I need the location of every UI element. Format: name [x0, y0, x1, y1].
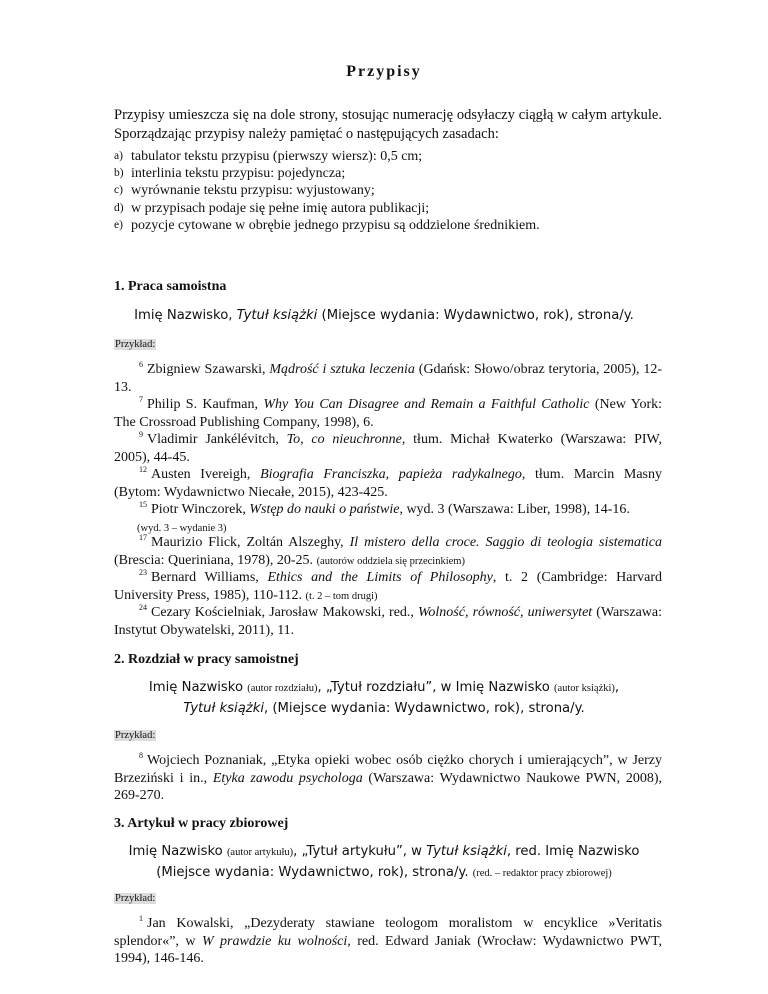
rule-item	[114, 217, 674, 234]
pattern-text: Imię Nazwisko	[128, 844, 227, 859]
footnote-text: Zbigniew Szawarski,	[147, 362, 270, 377]
footnote-text: Jan Kowalski, „Dezyderaty stawiane teologom moralistom w encyklice »Veritatis splendor«”, w	[114, 916, 662, 949]
pattern-text: Imię Nazwisko,	[134, 308, 237, 323]
example-label: Przykład:	[115, 339, 156, 350]
pattern-italic: Tytuł książki	[236, 308, 318, 323]
footnote-title: Ethics and the Limits of Philosophy	[267, 570, 493, 585]
rule-text: wyrównanie tekstu przypisu: wyjustowany;	[131, 183, 375, 199]
rule-item	[114, 200, 674, 217]
example-label: Przykład:	[115, 730, 156, 741]
footnote-text: , tłum. Michał Kwaterko (Warszawa: PIW, 2005), 44-45.	[114, 432, 662, 465]
rule-letter: d)	[114, 201, 124, 214]
footnote-title: Il mistero della croce. Saggio di teologia sistematica	[349, 535, 662, 550]
footnote-example	[114, 356, 662, 396]
pattern-italic: Tytuł książki	[426, 844, 507, 859]
footnote-example	[114, 391, 662, 431]
citation-pattern-1	[0, 306, 768, 326]
footnote-number: 24	[139, 603, 147, 612]
footnote-note: (wyd. 3 – wydanie 3)	[137, 522, 227, 534]
footnote-text: (Brescia: Queriniana, 1978), 20-25.	[114, 552, 317, 568]
footnote-example	[114, 599, 662, 639]
rule-text: pozycje cytowane w obrębie jednego przypisu są oddzielone średnikiem.	[131, 217, 540, 233]
footnote-title: To, co nieuchronne	[286, 432, 402, 447]
rule-letter: b)	[114, 167, 124, 180]
section-heading-2: 2. Rozdział w pracy samoistnej	[114, 652, 299, 667]
pattern-text: (Miejsce wydania: Wydawnictwo, rok), strona/y.	[156, 865, 473, 880]
footnote-number: 12	[139, 465, 147, 474]
footnote-title: W prawdzie ku wolności	[201, 933, 348, 949]
footnote-example	[114, 426, 662, 466]
footnote-title: Why You Can Disagree and Remain a Faithful Catholic	[263, 397, 590, 412]
footnote-number: 1	[139, 914, 143, 923]
pattern-text: , „Tytuł artykułu”, w	[293, 844, 427, 859]
footnote-number: 15	[139, 500, 147, 509]
footnote-text: Austen Ivereigh,	[151, 467, 261, 482]
footnote-title: Wstęp do nauki o państwie	[249, 502, 400, 517]
footnote-text: (Warszawa: Instytut Obywatelski, 2011), 11.	[114, 605, 662, 638]
footnote-title: Etyka zawodu psychologa	[212, 770, 363, 786]
footnote-title: Biografia Franciszka, papieża radykalnego	[260, 467, 522, 482]
rule-text: w przypisach podaje się pełne imię autora publikacji;	[131, 200, 430, 216]
rule-text: tabulator tekstu przypisu (pierwszy wiersz): 0,5 cm;	[131, 149, 423, 164]
rule-letter: a)	[114, 150, 123, 162]
footnote-text: Vladimir Jankélévitch,	[147, 432, 287, 447]
pattern-note: (autor rozdziału)	[247, 683, 318, 694]
footnote-number: 6	[139, 360, 143, 369]
pattern-text: , (Miejsce wydania: Wydawnictwo, rok), strona/y.	[264, 701, 585, 716]
rule-text: interlinia tekstu przypisu: pojedyncza;	[131, 166, 346, 182]
footnote-text: , tłum. Marcin Masny (Bytom: Wydawnictwo Niecałe, 2015), 423-425.	[114, 467, 662, 500]
footnote-example	[114, 461, 662, 501]
footnote-text: Wojciech Poznaniak, „Etyka opieki wobec osób ciężko chorych i umierających”, w Jerzy Brzeziński i in.,	[114, 753, 662, 786]
footnote-text: , red. Edward Janiak (Wrocław: Wydawnictwo PWT, 1994), 146-146.	[114, 933, 662, 966]
rule-item	[114, 148, 674, 165]
footnote-text: (Gdańsk: Słowo/obraz terytoria, 2005), 12-13.	[114, 362, 662, 395]
rules-list	[114, 148, 674, 234]
pattern-text: ,	[614, 680, 620, 695]
footnote-title: Wolność, równość, uniwersytet	[418, 605, 593, 620]
citation-pattern-2	[0, 678, 768, 719]
footnote-number: 7	[139, 395, 143, 404]
footnote-text: (New York: The Crossroad Publishing Company, 1998), 6.	[114, 397, 662, 430]
intro-paragraph: Przypisy umieszcza się na dole strony, stosując numerację odsyłaczy ciągłą w całym artykule. Sporządzając przypisy należy pamiętać o następujących zasadach:	[114, 107, 662, 142]
footnote-number: 8	[139, 751, 143, 760]
footnote-number: 17	[139, 533, 147, 542]
footnote-text: Maurizio Flick, Zoltán Alszeghy,	[151, 535, 350, 550]
citation-pattern-3	[0, 842, 768, 884]
footnote-example	[114, 910, 662, 968]
footnote-note: (autorów oddziela się przecinkiem)	[316, 555, 465, 567]
footnote-text: , t. 2 (Cambridge: Harvard University Press, 1985), 110-112.	[114, 570, 663, 603]
footnote-text: Cezary Kościelniak, Jarosław Makowski, red.,	[151, 605, 419, 620]
pattern-note: (autor artykułu)	[226, 847, 294, 858]
page-title: Przypisy	[346, 63, 422, 80]
example-label: Przykład:	[115, 893, 156, 904]
footnote-number: 23	[139, 568, 147, 577]
pattern-note: (red. – redaktor pracy zbiorowej)	[472, 868, 612, 879]
rule-letter: e)	[114, 218, 123, 231]
footnote-example	[114, 747, 662, 805]
footnote-number: 9	[139, 430, 143, 439]
section-heading-1: 1. Praca samoistna	[114, 279, 227, 294]
footnote-text: (Warszawa: Wydawnictwo Naukowe PWN, 2008), 269-270.	[114, 770, 663, 803]
rule-letter: c)	[114, 184, 123, 197]
pattern-note: (autor książki)	[553, 683, 615, 694]
rule-item	[114, 182, 674, 199]
footnote-text: Philip S. Kaufman,	[147, 397, 264, 412]
section-heading-3: 3. Artykuł w pracy zbiorowej	[114, 816, 289, 831]
footnote-note: (t. 2 – tom drugi)	[305, 590, 378, 602]
pattern-text: (Miejsce wydania: Wydawnictwo, rok), strona/y.	[317, 308, 634, 323]
footnote-text: , wyd. 3 (Warszawa: Liber, 1998), 14-16.	[399, 502, 630, 517]
pattern-text: Imię Nazwisko	[148, 680, 248, 695]
footnote-title: Mądrość i sztuka leczenia	[269, 362, 415, 377]
footnote-text: Piotr Winczorek,	[151, 502, 250, 517]
pattern-text: , red. Imię Nazwisko	[506, 844, 640, 859]
pattern-text: , „Tytuł rozdziału”, w Imię Nazwisko	[317, 680, 554, 695]
rule-item	[114, 165, 674, 182]
pattern-italic: Tytuł książki	[183, 701, 264, 716]
footnote-text: Bernard Williams,	[151, 570, 268, 585]
